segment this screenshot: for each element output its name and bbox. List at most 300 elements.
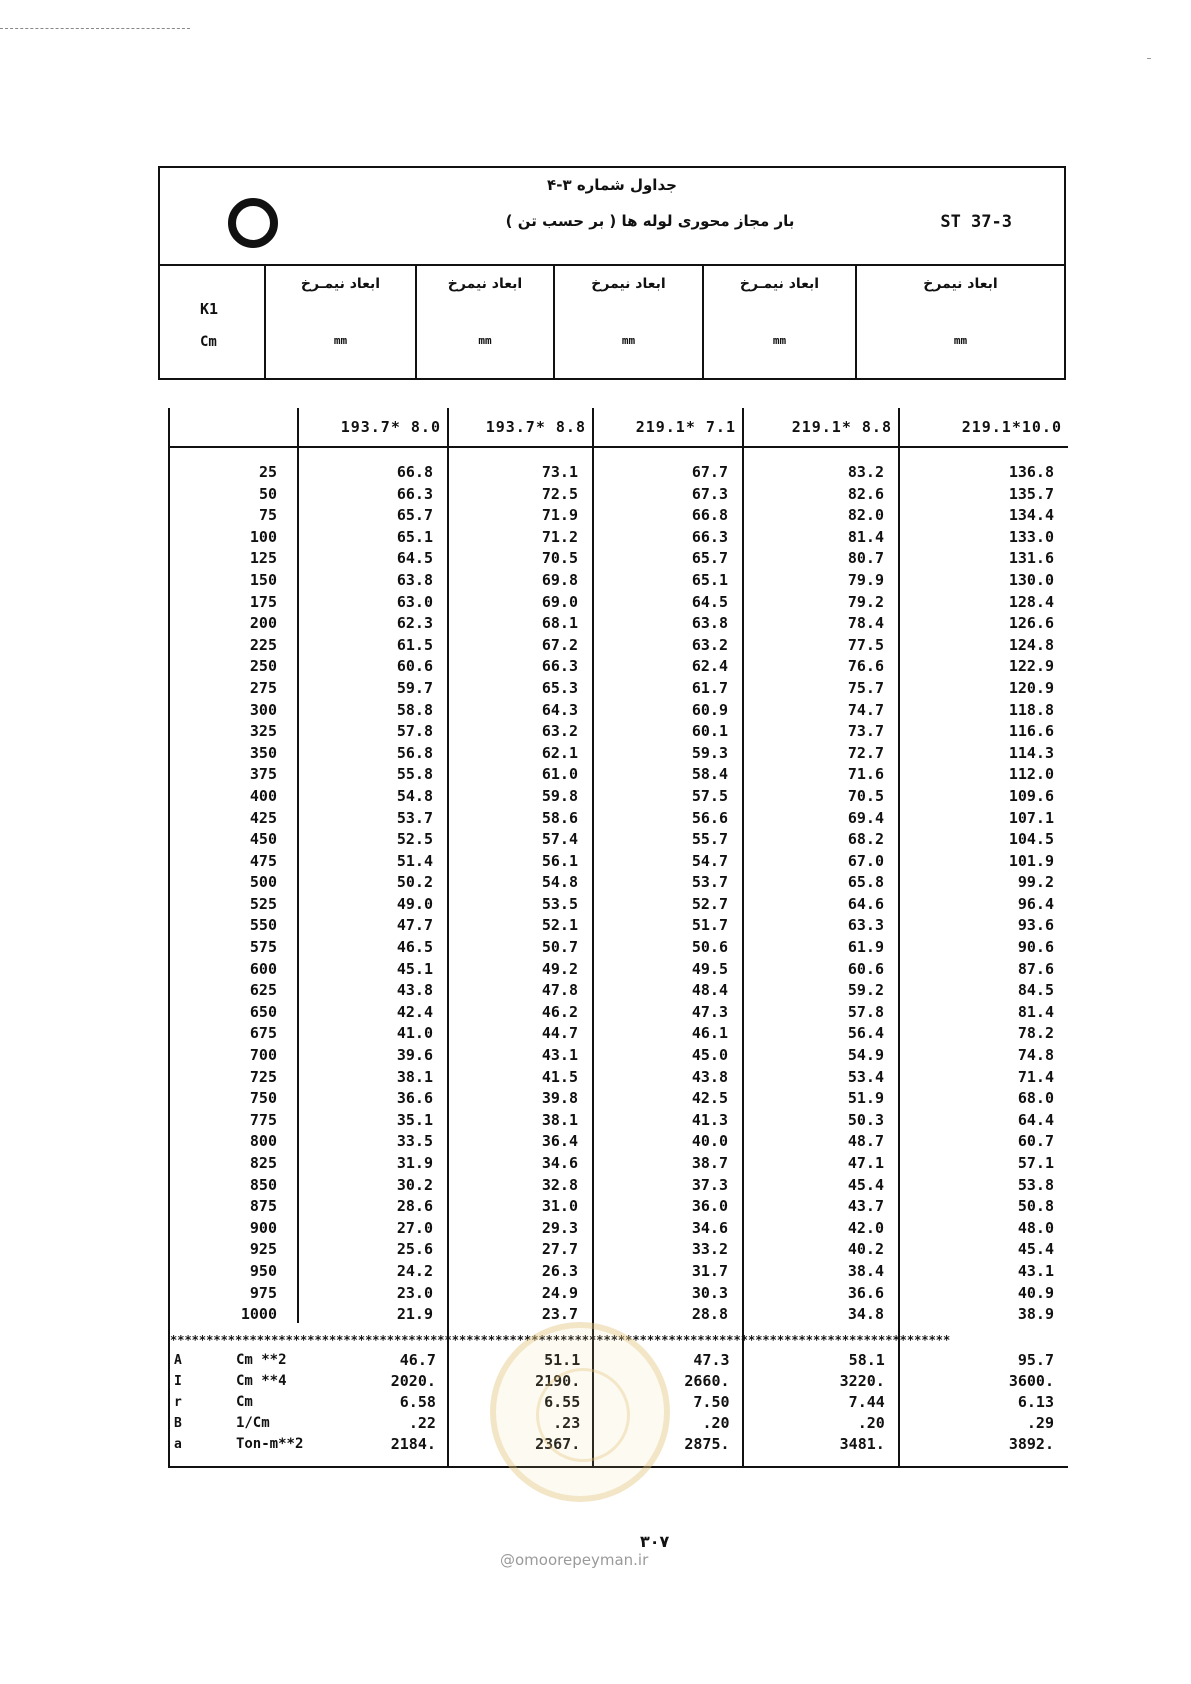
- k1-value: 725: [249, 1067, 277, 1086]
- load-value: 65.1: [396, 527, 433, 546]
- k1-value: 925: [249, 1240, 277, 1259]
- section-size: 193.7* 8.8: [485, 418, 586, 436]
- load-value: 49.2: [541, 959, 578, 978]
- load-value: 50.8: [1017, 1197, 1054, 1216]
- load-value: 65.7: [691, 549, 728, 568]
- load-value: 114.3: [1008, 743, 1054, 762]
- scan-speck: [1147, 58, 1151, 59]
- publisher-watermark-seal: [490, 1322, 670, 1502]
- title-block: [160, 168, 1064, 266]
- table-row: [170, 872, 1068, 894]
- column-label: ابعاد نیمـرخ: [300, 276, 381, 292]
- load-value: 54.9: [847, 1046, 884, 1065]
- load-value: 45.4: [847, 1175, 884, 1194]
- column-headers: [160, 264, 1064, 378]
- load-value: 87.6: [1017, 959, 1054, 978]
- table-row: [170, 548, 1068, 570]
- column-label: ابعاد نیمرخ: [447, 276, 523, 292]
- k1-value: 450: [249, 830, 277, 849]
- load-value: 40.0: [691, 1132, 728, 1151]
- table-row: [170, 462, 1068, 484]
- load-value: 133.0: [1008, 527, 1054, 546]
- k1-value: 675: [249, 1024, 277, 1043]
- load-value: 36.6: [396, 1089, 433, 1108]
- load-value: 54.8: [396, 786, 433, 805]
- property-value: .20: [702, 1414, 730, 1432]
- load-value: 49.5: [691, 959, 728, 978]
- load-value: 61.7: [691, 678, 728, 697]
- property-value: 2660.: [684, 1372, 730, 1390]
- load-value: 61.5: [396, 635, 433, 654]
- load-value: 63.2: [541, 722, 578, 741]
- load-value: 58.4: [691, 765, 728, 784]
- property-unit: Cm **4: [235, 1373, 287, 1389]
- property-value: 46.7: [399, 1351, 436, 1369]
- property-value: 58.1: [848, 1351, 885, 1369]
- load-value: 36.0: [691, 1197, 728, 1216]
- k1-value: 825: [249, 1154, 277, 1172]
- load-value: 25.6: [396, 1240, 433, 1259]
- k1-value: 575: [249, 938, 277, 957]
- k1-value: 400: [249, 786, 277, 805]
- load-value: 60.1: [691, 722, 728, 741]
- property-value: .23: [553, 1414, 581, 1432]
- load-value: 55.7: [691, 830, 728, 849]
- table-row: [170, 1175, 1068, 1197]
- table-row: [170, 1304, 1068, 1326]
- load-value: 71.2: [541, 527, 578, 546]
- k1-value: 525: [249, 894, 277, 913]
- column-unit: mm: [621, 334, 636, 347]
- load-value: 59.8: [541, 786, 578, 805]
- load-value: 28.8: [691, 1305, 728, 1324]
- load-value: 45.4: [1017, 1240, 1054, 1259]
- load-value: 68.1: [541, 614, 578, 633]
- load-value: 63.8: [691, 614, 728, 633]
- separator-line: ************************************************************************************************************: [170, 1333, 951, 1347]
- load-table: [168, 408, 1068, 1468]
- property-value: 2367.: [535, 1435, 581, 1453]
- property-value: 7.50: [693, 1393, 730, 1411]
- load-value: 28.6: [396, 1197, 433, 1216]
- load-value: 47.3: [691, 1002, 728, 1021]
- load-value: 53.7: [691, 873, 728, 892]
- column-unit: mm: [772, 334, 787, 347]
- load-value: 34.8: [847, 1305, 884, 1324]
- load-value: 38.7: [691, 1154, 728, 1172]
- load-value: 44.7: [541, 1024, 578, 1043]
- load-value: 67.3: [691, 484, 728, 503]
- load-value: 93.6: [1017, 916, 1054, 935]
- load-value: 82.0: [847, 506, 884, 525]
- section-size: 219.1* 7.1: [635, 418, 736, 436]
- table-title: جداول شماره ۳-۴: [547, 176, 677, 194]
- table-row: [170, 1045, 1068, 1067]
- k1-value: 500: [249, 873, 277, 892]
- column-header-5: [855, 264, 1064, 378]
- table-row: [170, 527, 1068, 549]
- table-row: [170, 959, 1068, 981]
- table-row: [170, 980, 1068, 1002]
- load-value: 80.7: [847, 549, 884, 568]
- column-header-4: [702, 264, 855, 378]
- load-value: 52.7: [691, 894, 728, 913]
- load-value: 63.8: [396, 570, 433, 589]
- column-label: ابعاد نیمرخ: [591, 276, 666, 292]
- load-value: 57.8: [847, 1002, 884, 1021]
- page-number: ۳۰۷: [640, 1532, 670, 1551]
- load-value: 66.3: [541, 657, 578, 676]
- load-value: 70.5: [847, 786, 884, 805]
- property-value: 3600.: [1008, 1372, 1054, 1390]
- load-value: 64.5: [691, 592, 728, 611]
- load-value: 31.7: [691, 1261, 728, 1280]
- table-row: [170, 851, 1068, 873]
- load-value: 43.1: [541, 1046, 578, 1065]
- load-value: 79.9: [847, 570, 884, 589]
- load-value: 46.2: [541, 1002, 578, 1021]
- k1-value: 1000: [240, 1305, 277, 1324]
- load-value: 61.0: [541, 765, 578, 784]
- k1-value: 200: [249, 614, 277, 633]
- load-value: 74.7: [847, 700, 884, 719]
- steel-grade: ST 37-3: [940, 212, 1012, 232]
- load-value: 126.6: [1008, 614, 1054, 633]
- property-symbol: a: [174, 1437, 182, 1452]
- load-value: 90.6: [1017, 938, 1054, 957]
- k1-value: 25: [258, 463, 277, 481]
- load-value: 37.3: [691, 1175, 728, 1194]
- load-value: 83.2: [847, 463, 884, 481]
- load-value: 31.0: [541, 1197, 578, 1216]
- load-value: 59.3: [691, 743, 728, 762]
- load-value: 43.8: [396, 981, 433, 1000]
- property-value: 6.13: [1017, 1393, 1054, 1411]
- table-subtitle: بار مجاز محوری لوله ها ( بر حسب تن ): [505, 212, 795, 230]
- k1-label: K1: [200, 300, 219, 318]
- load-value: 42.0: [847, 1218, 884, 1237]
- table-row: [170, 808, 1068, 830]
- load-value: 47.1: [847, 1154, 884, 1172]
- load-value: 65.7: [396, 506, 433, 525]
- load-value: 52.5: [396, 830, 433, 849]
- load-value: 57.4: [541, 830, 578, 849]
- load-value: 49.0: [396, 894, 433, 913]
- k1-value: 250: [249, 657, 277, 676]
- load-rows: [170, 462, 1068, 1326]
- property-unit: Cm: [235, 1394, 253, 1410]
- load-value: 57.5: [691, 786, 728, 805]
- load-value: 46.1: [691, 1024, 728, 1043]
- property-value: 2875.: [684, 1435, 730, 1453]
- property-value: 2020.: [390, 1372, 436, 1390]
- load-value: 36.4: [541, 1132, 578, 1151]
- table-row: [170, 1239, 1068, 1261]
- load-value: 135.7: [1008, 484, 1054, 503]
- load-value: 63.2: [691, 635, 728, 654]
- table-row: [170, 700, 1068, 722]
- table-row: [170, 829, 1068, 851]
- load-value: 36.6: [847, 1283, 884, 1302]
- load-value: 134.4: [1008, 506, 1054, 525]
- property-value: .22: [408, 1414, 436, 1432]
- load-value: 64.4: [1017, 1110, 1054, 1129]
- table-row: [170, 613, 1068, 635]
- property-symbol: I: [174, 1374, 182, 1389]
- load-value: 54.8: [541, 873, 578, 892]
- load-value: 69.0: [541, 592, 578, 611]
- load-value: 48.7: [847, 1132, 884, 1151]
- property-value: .20: [857, 1414, 885, 1432]
- property-value: 2184.: [390, 1435, 436, 1453]
- section-size: 219.1*10.0: [961, 418, 1062, 436]
- load-value: 65.3: [541, 678, 578, 697]
- load-value: 74.8: [1017, 1046, 1054, 1065]
- load-value: 56.1: [541, 851, 578, 870]
- column-header-2: [415, 264, 553, 378]
- load-value: 53.8: [1017, 1175, 1054, 1194]
- column-header-1: [264, 264, 415, 378]
- table-row: [170, 743, 1068, 765]
- property-value: 47.3: [693, 1351, 730, 1369]
- load-value: 60.6: [847, 959, 884, 978]
- load-value: 67.0: [847, 851, 884, 870]
- load-value: 66.8: [396, 463, 433, 481]
- load-value: 48.0: [1017, 1218, 1054, 1237]
- k1-header: [160, 264, 264, 378]
- load-value: 66.3: [396, 484, 433, 503]
- property-value: 3892.: [1008, 1435, 1054, 1453]
- load-value: 56.8: [396, 743, 433, 762]
- load-value: 41.0: [396, 1024, 433, 1043]
- load-value: 73.1: [541, 463, 578, 481]
- load-value: 69.8: [541, 570, 578, 589]
- load-value: 43.8: [691, 1067, 728, 1086]
- column-label: ابعاد نیمرخ: [923, 276, 998, 292]
- load-value: 40.2: [847, 1240, 884, 1259]
- load-value: 66.3: [691, 527, 728, 546]
- load-value: 26.3: [541, 1261, 578, 1280]
- k1-value: 225: [249, 635, 277, 654]
- property-symbol: B: [174, 1416, 182, 1431]
- table-row: [170, 635, 1068, 657]
- load-value: 68.0: [1017, 1089, 1054, 1108]
- load-value: 61.9: [847, 938, 884, 957]
- load-value: 124.8: [1008, 635, 1054, 654]
- load-value: 69.4: [847, 808, 884, 827]
- load-value: 120.9: [1008, 678, 1054, 697]
- load-value: 78.4: [847, 614, 884, 633]
- load-value: 41.3: [691, 1110, 728, 1129]
- load-value: 64.5: [396, 549, 433, 568]
- property-value: 7.44: [848, 1393, 885, 1411]
- load-value: 52.1: [541, 916, 578, 935]
- table-row: [170, 894, 1068, 916]
- site-watermark: @omoorepeyman.ir: [500, 1551, 649, 1569]
- column-unit: mm: [953, 334, 968, 347]
- k1-value: 750: [249, 1089, 277, 1108]
- table-row: [170, 1283, 1068, 1305]
- table-row: [170, 1023, 1068, 1045]
- load-value: 99.2: [1017, 873, 1054, 892]
- load-value: 65.8: [847, 873, 884, 892]
- section-size: 193.7* 8.0: [340, 418, 441, 436]
- load-value: 96.4: [1017, 894, 1054, 913]
- load-value: 64.3: [541, 700, 578, 719]
- load-value: 72.5: [541, 484, 578, 503]
- load-value: 62.3: [396, 614, 433, 633]
- load-value: 136.8: [1008, 463, 1054, 481]
- load-value: 35.1: [396, 1110, 433, 1129]
- k1-value: 175: [249, 592, 277, 611]
- load-value: 75.7: [847, 678, 884, 697]
- k1-value: 75: [258, 506, 277, 525]
- table-header: [158, 166, 1066, 380]
- column-label: ابعاد نیمـرخ: [739, 276, 820, 292]
- k1-value: 975: [249, 1283, 277, 1302]
- load-value: 55.8: [396, 765, 433, 784]
- load-value: 39.6: [396, 1046, 433, 1065]
- load-value: 29.3: [541, 1218, 578, 1237]
- property-value: 6.55: [544, 1393, 581, 1411]
- k1-value: 700: [249, 1046, 277, 1065]
- load-value: 42.5: [691, 1089, 728, 1108]
- load-value: 71.6: [847, 765, 884, 784]
- k1-value: 550: [249, 916, 277, 935]
- property-unit: Ton-m**2: [235, 1436, 304, 1452]
- load-value: 72.7: [847, 743, 884, 762]
- k1-value: 875: [249, 1197, 277, 1216]
- load-value: 60.7: [1017, 1132, 1054, 1151]
- load-value: 131.6: [1008, 549, 1054, 568]
- k1-value: 300: [249, 700, 277, 719]
- load-value: 62.4: [691, 657, 728, 676]
- load-value: 41.5: [541, 1067, 578, 1086]
- k1-unit: Cm: [200, 334, 217, 350]
- k1-value: 775: [249, 1110, 277, 1129]
- table-row: [170, 505, 1068, 527]
- k1-value: 275: [249, 678, 277, 697]
- k1-value: 650: [249, 1002, 277, 1021]
- load-value: 50.3: [847, 1110, 884, 1129]
- load-value: 78.2: [1017, 1024, 1054, 1043]
- load-value: 59.2: [847, 981, 884, 1000]
- table-row: [170, 1002, 1068, 1024]
- load-value: 82.6: [847, 484, 884, 503]
- k1-value: 475: [249, 851, 277, 870]
- property-value: 3220.: [839, 1372, 885, 1390]
- load-value: 45.0: [691, 1046, 728, 1065]
- load-value: 59.7: [396, 678, 433, 697]
- table-row: [170, 1131, 1068, 1153]
- load-value: 38.9: [1017, 1305, 1054, 1324]
- load-value: 43.7: [847, 1197, 884, 1216]
- load-value: 34.6: [691, 1218, 728, 1237]
- load-value: 47.8: [541, 981, 578, 1000]
- load-value: 63.3: [847, 916, 884, 935]
- load-value: 31.9: [396, 1154, 433, 1172]
- load-value: 73.7: [847, 722, 884, 741]
- load-value: 57.8: [396, 722, 433, 741]
- load-value: 81.4: [1017, 1002, 1054, 1021]
- load-value: 21.9: [396, 1305, 433, 1324]
- load-value: 32.8: [541, 1175, 578, 1194]
- load-value: 43.1: [1017, 1261, 1054, 1280]
- load-value: 50.6: [691, 938, 728, 957]
- load-value: 56.6: [691, 808, 728, 827]
- table-row: [170, 764, 1068, 786]
- load-value: 27.0: [396, 1218, 433, 1237]
- property-value: 2190.: [535, 1372, 581, 1390]
- load-value: 79.2: [847, 592, 884, 611]
- property-symbol: r: [174, 1395, 182, 1410]
- load-value: 104.5: [1008, 830, 1054, 849]
- load-value: 33.5: [396, 1132, 433, 1151]
- load-value: 53.4: [847, 1067, 884, 1086]
- section-size-row: [170, 408, 1068, 448]
- load-value: 64.6: [847, 894, 884, 913]
- load-value: 84.5: [1017, 981, 1054, 1000]
- k1-value: 125: [249, 549, 277, 568]
- table-row: [170, 937, 1068, 959]
- property-value: 3481.: [839, 1435, 885, 1453]
- load-value: 34.6: [541, 1154, 578, 1172]
- load-value: 76.6: [847, 657, 884, 676]
- k1-value: 375: [249, 765, 277, 784]
- table-row: [170, 915, 1068, 937]
- k1-value: 625: [249, 981, 277, 1000]
- load-value: 23.7: [541, 1305, 578, 1324]
- load-value: 116.6: [1008, 722, 1054, 741]
- load-value: 40.9: [1017, 1283, 1054, 1302]
- table-row: [170, 1261, 1068, 1283]
- property-unit: Cm **2: [235, 1352, 287, 1368]
- load-value: 24.9: [541, 1283, 578, 1302]
- load-value: 30.2: [396, 1175, 433, 1194]
- load-value: 122.9: [1008, 657, 1054, 676]
- load-value: 109.6: [1008, 786, 1054, 805]
- k1-value: 100: [249, 527, 277, 546]
- load-value: 48.4: [691, 981, 728, 1000]
- k1-value: 600: [249, 959, 277, 978]
- load-value: 60.6: [396, 657, 433, 676]
- property-symbol: A: [174, 1353, 182, 1368]
- load-value: 51.4: [396, 851, 433, 870]
- property-value: 95.7: [1017, 1351, 1054, 1369]
- load-value: 71.4: [1017, 1067, 1054, 1086]
- load-value: 50.7: [541, 938, 578, 957]
- k1-value: 800: [249, 1132, 277, 1151]
- table-row: [170, 1153, 1068, 1175]
- k1-value: 350: [249, 743, 277, 762]
- table-row: [170, 721, 1068, 743]
- load-value: 53.5: [541, 894, 578, 913]
- load-value: 42.4: [396, 1002, 433, 1021]
- table-row: [170, 1067, 1068, 1089]
- table-row: [170, 592, 1068, 614]
- load-value: 67.7: [691, 463, 728, 481]
- load-value: 128.4: [1008, 592, 1054, 611]
- load-value: 50.2: [396, 873, 433, 892]
- k1-value: 850: [249, 1175, 277, 1194]
- load-value: 39.8: [541, 1089, 578, 1108]
- load-value: 38.4: [847, 1261, 884, 1280]
- column-unit: mm: [478, 334, 492, 347]
- load-value: 67.2: [541, 635, 578, 654]
- table-row: [170, 1110, 1068, 1132]
- table-row: [170, 1088, 1068, 1110]
- load-value: 101.9: [1008, 851, 1054, 870]
